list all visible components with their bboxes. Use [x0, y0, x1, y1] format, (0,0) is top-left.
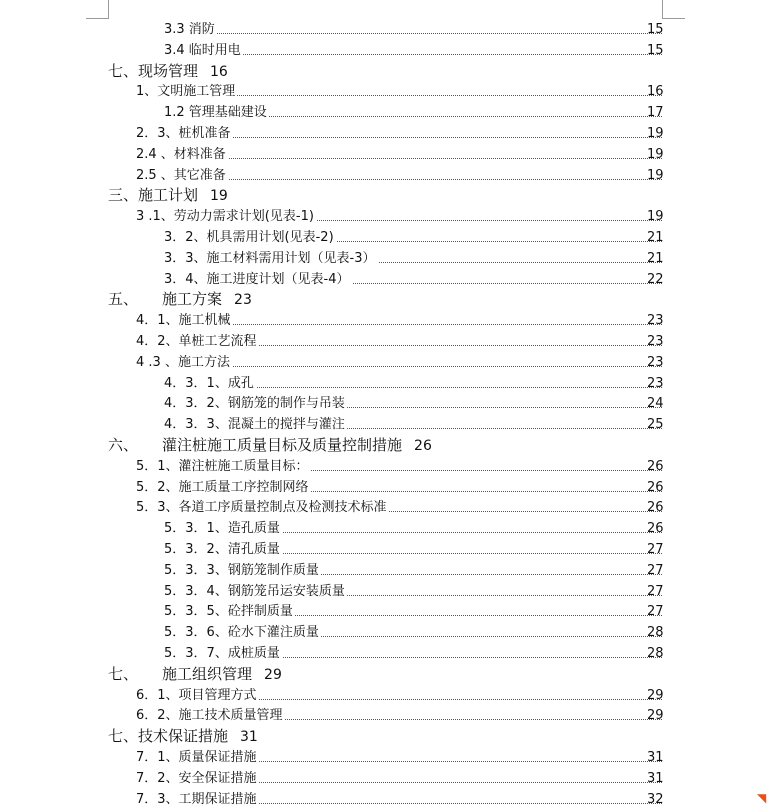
toc-entry[interactable]	[0, 790, 778, 810]
toc-entry-label: 5．3、各道工序质量控制点及检测技术标准	[136, 500, 387, 516]
toc-page-number: 31	[647, 750, 664, 765]
toc-entry[interactable]	[0, 249, 778, 269]
toc-page-number: 19	[647, 167, 664, 183]
toc-entry[interactable]	[0, 602, 778, 622]
toc-entry-label: 7．2、安全保证措施	[136, 770, 257, 786]
toc-heading[interactable]	[0, 186, 778, 206]
toc-page-number: 26	[647, 479, 664, 495]
toc-page-number: 19	[647, 209, 664, 225]
toc-entry-label: 3．2、机具需用计划(见表-2)	[164, 230, 334, 245]
toc-entry-label: 6．1、项目管理方式	[136, 687, 257, 703]
toc-page-number: 21	[647, 230, 664, 245]
toc-heading-title: 施工方案	[162, 290, 223, 309]
toc-page-number: 28	[647, 646, 664, 661]
toc-dot-leader	[164, 33, 662, 34]
toc-heading-number: 三、施工计划	[108, 186, 199, 205]
toc-page-number: 21	[647, 250, 664, 266]
toc-heading-title: 施工组织管理	[162, 664, 253, 683]
toc-page-number: 23	[647, 375, 664, 391]
toc-entry[interactable]	[0, 270, 778, 290]
toc-entry-label	[108, 186, 230, 205]
toc-entry-label: 4．3．1、成孔	[164, 375, 254, 391]
toc-entry-label: 5．3．2、清孔质量	[164, 542, 280, 557]
toc-entry[interactable]	[0, 145, 778, 165]
toc-entry-label: 3．4、施工进度计划（见表-4）	[164, 271, 350, 287]
toc-entry[interactable]	[0, 311, 778, 331]
toc-entry[interactable]	[0, 394, 778, 414]
toc-heading-number: 七、现场管理	[108, 61, 199, 80]
toc-entry-label: 4．2、单桩工艺流程	[136, 334, 257, 349]
toc-page-number: 23	[647, 334, 664, 349]
toc-entry[interactable]	[0, 415, 778, 435]
toc-entry[interactable]	[0, 41, 778, 61]
toc-page-number: 27	[647, 583, 664, 599]
toc-entry[interactable]	[0, 374, 778, 394]
toc-page-number: 29	[264, 666, 282, 683]
toc-entry[interactable]	[0, 82, 778, 102]
toc-heading-number: 五、	[108, 290, 139, 309]
toc-page-number: 29	[647, 708, 664, 724]
toc-entry-label: 6．2、施工技术质量管理	[136, 708, 283, 724]
toc-page-number: 24	[647, 396, 664, 412]
toc-page-number: 23	[234, 292, 252, 309]
toc-entry-label: 5．3．1、造孔质量	[164, 521, 280, 537]
toc-entry-label: 5．3．3、钢筋笼制作质量	[164, 562, 319, 578]
toc-entry-label: 1、文明施工管理	[136, 84, 236, 100]
toc-entry[interactable]	[0, 353, 778, 373]
toc-heading[interactable]	[0, 290, 778, 310]
toc-entry[interactable]	[0, 166, 778, 186]
toc-entry-label: 7．3、工期保证措施	[136, 791, 257, 807]
toc-page-number: 26	[647, 521, 664, 537]
toc-entry-label: 3 .1、劳动力需求计划(见表-1)	[136, 209, 314, 225]
scroll-marker-icon: ◥	[757, 791, 767, 805]
toc-page-number: 15	[647, 22, 664, 37]
toc-heading[interactable]	[0, 436, 778, 456]
toc-page-number: 27	[647, 542, 664, 557]
toc-entry[interactable]	[0, 478, 778, 498]
toc-entry-label: 5．3．5、砼拌制质量	[164, 604, 293, 620]
toc-page-number: 31	[240, 729, 258, 746]
toc-heading-number: 六、	[108, 436, 139, 454]
toc-heading-number: 七、	[108, 664, 139, 683]
toc-entry-label	[108, 62, 230, 81]
toc-page-number: 23	[647, 313, 664, 329]
toc-entry-label: 5．2、施工质量工序控制网络	[136, 479, 309, 495]
toc-page-number: 23	[647, 354, 664, 370]
toc-entry-label: 7．1、质量保证措施	[136, 750, 257, 765]
toc-entry[interactable]	[0, 561, 778, 581]
toc-entry-label: 2.5 、其它准备	[136, 167, 226, 183]
toc-entry-label: 5．3．7、成桩质量	[164, 646, 280, 661]
toc-entry-label: 1.2 管理基础建设	[164, 105, 267, 121]
toc-entry-label	[108, 290, 254, 309]
toc-page-number: 26	[414, 438, 432, 454]
toc-entry[interactable]	[0, 706, 778, 726]
toc-page-number: 15	[647, 42, 664, 58]
toc-page-number: 19	[647, 126, 664, 141]
toc-entry-label: 5．3．6、砼水下灌注质量	[164, 625, 319, 641]
toc-entry[interactable]	[0, 748, 778, 768]
toc-entry[interactable]	[0, 769, 778, 789]
toc-entry-label: 4．3．2、钢筋笼的制作与吊装	[164, 396, 345, 412]
toc-page-number: 17	[647, 105, 664, 121]
toc-entry[interactable]	[0, 686, 778, 706]
toc-entry-label	[108, 665, 284, 684]
toc-entry-label	[108, 727, 260, 746]
toc-page-number: 32	[647, 791, 664, 807]
toc-entry-label: 3．3、施工材料需用计划（见表-3）	[164, 250, 376, 266]
toc-entry-label: 4．1、施工机械	[136, 313, 231, 329]
toc-page-number: 28	[647, 625, 664, 641]
toc-page-number: 16	[647, 84, 664, 100]
toc-entry[interactable]	[0, 582, 778, 602]
toc-page-number: 19	[210, 188, 228, 205]
toc-heading-number: 七、技术保证措施	[108, 727, 229, 746]
toc-entry-label	[108, 436, 434, 455]
toc-heading-title: 灌注桩施工质量目标及质量控制措施	[162, 436, 403, 454]
toc-page-number: 26	[647, 458, 664, 474]
toc-page-number: 22	[647, 271, 664, 287]
toc-entry-label: 2.4 、材料准备	[136, 146, 226, 162]
toc-page-number: 25	[647, 417, 664, 433]
toc-heading[interactable]	[0, 62, 778, 82]
toc-entry[interactable]	[0, 332, 778, 352]
toc-entry[interactable]	[0, 498, 778, 518]
toc-page-number: 29	[647, 687, 664, 703]
toc-entry-label: 4．3．3、混凝土的搅拌与灌注	[164, 417, 345, 433]
toc-heading[interactable]	[0, 727, 778, 747]
toc-page-number: 26	[647, 500, 664, 516]
toc-entry[interactable]	[0, 457, 778, 477]
toc-entry[interactable]	[0, 540, 778, 560]
toc-entry[interactable]	[0, 228, 778, 248]
toc-entry-label: 5．3．4、钢筋笼吊运安装质量	[164, 583, 345, 599]
toc-entry-label: 2．3、桩机准备	[136, 126, 231, 141]
toc-entry[interactable]	[0, 103, 778, 123]
toc-entry[interactable]	[0, 124, 778, 144]
toc-entry-label: 4 .3 、施工方法	[136, 354, 230, 370]
toc-entry[interactable]	[0, 623, 778, 643]
toc-heading[interactable]	[0, 665, 778, 685]
toc-entry[interactable]	[0, 519, 778, 539]
toc-page-number: 27	[647, 604, 664, 620]
toc-entry-label: 5．1、灌注桩施工质量目标：	[136, 458, 309, 474]
toc-entry[interactable]	[0, 20, 778, 40]
toc-page-number: 19	[647, 146, 664, 162]
toc-entry-label: 3.3 消防	[164, 22, 215, 37]
toc-entry-label: 3.4 临时用电	[164, 42, 241, 58]
toc-entry[interactable]	[0, 644, 778, 664]
toc-page-number: 16	[210, 63, 228, 80]
toc-page-number: 27	[647, 562, 664, 578]
toc-entry[interactable]	[0, 207, 778, 227]
toc-page-number: 31	[647, 770, 664, 786]
